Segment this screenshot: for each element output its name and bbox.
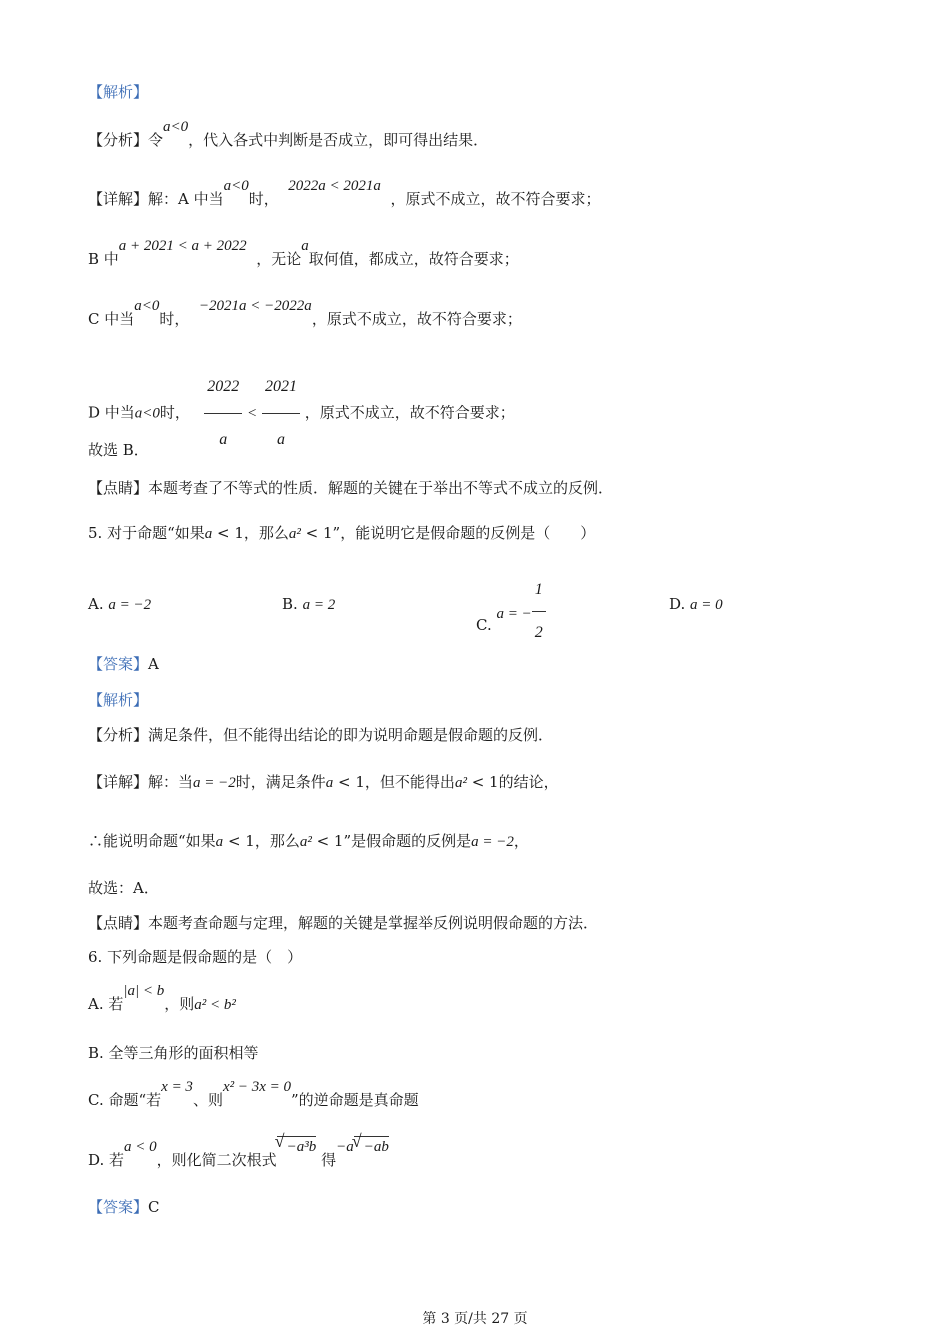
q6-option-a: A. 若|a| < b，则a² < b²	[88, 983, 236, 1013]
q6-option-c: C. 命题“若x = 3、则x² − 3x = 0”的逆命题是真命题	[88, 1079, 419, 1109]
q5-option-a: A. a = −2	[88, 595, 152, 613]
sqrt: √ −ab	[354, 1136, 389, 1157]
q5-choose: 故选：A．	[88, 879, 159, 897]
fraction: $\frac{2022}{a}$	[204, 362, 242, 465]
q5-option-c: C. a = − $\frac{1}{2}$	[476, 570, 546, 653]
q6-stem: 6. 下列命题是假命题的是（ ）	[88, 948, 303, 966]
q5-stem: 5. 对于命题“如果a < 1，那么a² < 1”，能说明它是假命题的反例是（ ）	[88, 524, 596, 542]
q4-detail-d: D 中当a<0时， $\frac{2022}{a}$ < $\frac{2021}{a}$ ，原式不成立，故不符合要求；	[88, 362, 515, 465]
fraction: $\frac{2021}{a}$	[262, 362, 300, 465]
q5-answer: 【答案】A	[88, 655, 159, 673]
q5-analysis-tag: 【解析】	[88, 691, 149, 709]
q6-option-b: B. 全等三角形的面积相等	[88, 1044, 259, 1062]
q5-analysis: 【分析】满足条件，但不能得出结论的即为说明命题是假命题的反例．	[88, 726, 554, 744]
q4-detail-c: C 中当a<0时， −2021a < −2022a，原式不成立，故不符合要求；	[88, 298, 522, 328]
fraction: $\frac{1}{2}$	[532, 570, 546, 653]
q5-option-d: D. a = 0	[669, 595, 723, 613]
q5-therefore: ∴能说明命题“如果a < 1，那么a² < 1”是假命题的反例是a = −2，	[88, 832, 529, 850]
q4-choose: 故选 B．	[88, 441, 149, 459]
sqrt: √ −a³b	[277, 1136, 317, 1157]
q4-analysis: 【分析】令a<0，代入各式中判断是否成立，即可得出结果．	[88, 119, 489, 149]
q4-comment: 【点睛】本题考查了不等式的性质．解题的关键在于举出不等式不成立的反例．	[88, 479, 614, 497]
q5-comment: 【点睛】本题考查命题与定理，解题的关键是掌握举反例说明假命题的方法．	[88, 914, 599, 932]
q6-answer: 【答案】C	[88, 1198, 160, 1216]
analysis-tag: 【解析】	[88, 83, 149, 101]
page-footer: 第 3 页/共 27 页	[422, 1311, 528, 1327]
q5-option-b: B. a = 2	[282, 595, 336, 613]
q5-detail: 【详解】解：当a = −2时，满足条件a < 1，但不能得出a² < 1的结论，	[88, 773, 559, 791]
q6-option-d: D. 若a < 0，则化简二次根式√ −a³b 得−a√ −ab	[88, 1150, 389, 1171]
q4-detail-a: 【详解】解：A 中当a<0时， 2022a < 2021a ，原式不成立，故不符合要求；	[88, 178, 601, 208]
q4-detail-b: B 中a + 2021 < a + 2022 ，无论a取何值，都成立，故符合要求；	[88, 238, 519, 268]
